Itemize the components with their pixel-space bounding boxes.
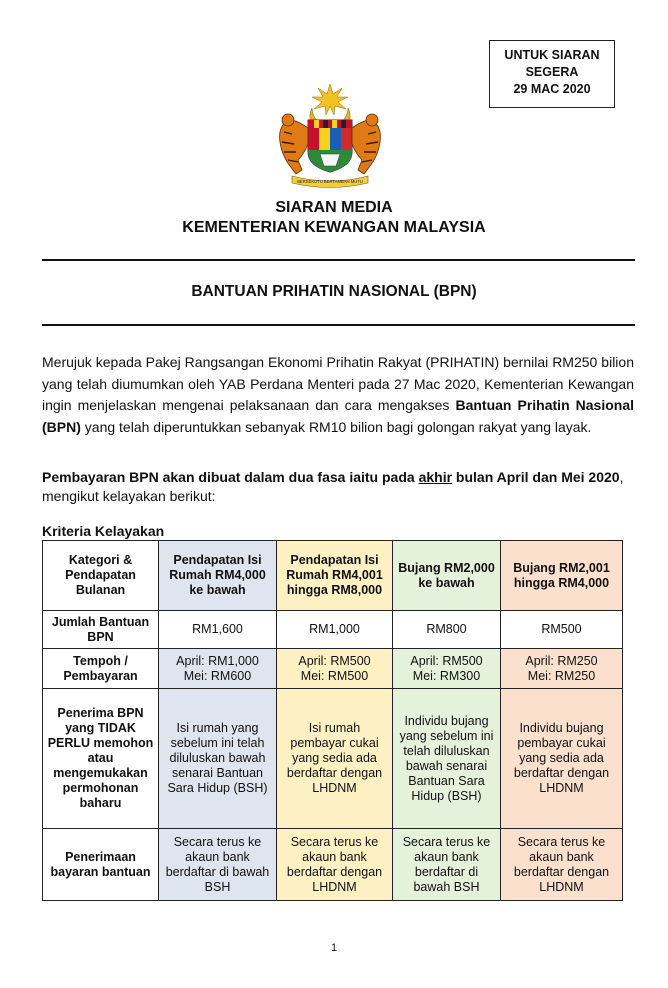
cell-line: Mei: RM300 bbox=[412, 668, 481, 683]
column-header: Pendapatan Isi Rumah RM4,001 hingga RM8,000 bbox=[277, 541, 393, 611]
table-cell bbox=[159, 649, 277, 689]
payment-paragraph bbox=[42, 468, 642, 506]
table-cell bbox=[277, 649, 393, 689]
intro-text-b: yang telah diperuntukkan sebanyak RM10 bilion bagi golongan rakyat yang layak. bbox=[80, 418, 592, 435]
cell-line: April: RM1,000 bbox=[176, 653, 259, 668]
divider-bottom bbox=[42, 324, 635, 326]
criteria-heading: Kriteria Kelayakan bbox=[42, 523, 165, 539]
row-label: Tempoh / Pembayaran bbox=[43, 649, 159, 689]
row-label: Penerimaan bayaran bantuan bbox=[43, 829, 159, 901]
intro-text-bold: Bantuan Prihatin Nasional (BPN) bbox=[42, 397, 634, 435]
table-cell bbox=[393, 649, 501, 689]
intro-paragraph bbox=[42, 352, 634, 438]
column-header: Bujang RM2,001 hingga RM4,000 bbox=[501, 541, 623, 611]
table-cell: RM500 bbox=[501, 611, 623, 649]
release-line-1: UNTUK SIARAN bbox=[504, 48, 600, 62]
cell-line: April: RM500 bbox=[410, 653, 483, 668]
page-number: 1 bbox=[330, 942, 338, 954]
cell-line: Mei: RM600 bbox=[183, 668, 252, 683]
table-corner: Kategori & Pendapatan Bulanan bbox=[43, 541, 159, 611]
table-cell: RM800 bbox=[393, 611, 501, 649]
cell-line: Mei: RM500 bbox=[300, 668, 369, 683]
subject-title: BANTUAN PRIHATIN NASIONAL (BPN) bbox=[191, 283, 477, 300]
release-line-3: 29 MAC 2020 bbox=[513, 82, 591, 96]
table-row bbox=[43, 829, 623, 901]
malaysia-coat-of-arms bbox=[268, 82, 392, 192]
payment-text-b: bulan April dan Mei 2020 bbox=[452, 469, 620, 485]
crest-motto: BERSEKUTU BERTAMBAH MUTU bbox=[297, 179, 363, 184]
row-label: Jumlah Bantuan BPN bbox=[43, 611, 159, 649]
cell-line: April: RM250 bbox=[525, 653, 598, 668]
table-cell: Isi rumah pembayar cukai yang sedia ada berdaftar dengan LHDNM bbox=[277, 689, 393, 829]
cell-line: Mei: RM250 bbox=[527, 668, 596, 683]
table-row bbox=[43, 649, 623, 689]
release-line-2: SEGERA bbox=[525, 65, 579, 79]
table-header-row bbox=[43, 541, 623, 611]
table-cell: Secara terus ke akaun bank berdaftar dengan LHDNM bbox=[501, 829, 623, 901]
table-cell bbox=[501, 649, 623, 689]
table-cell: Isi rumah yang sebelum ini telah diluluskan bawah senarai Bantuan Sara Hidup (BSH) bbox=[159, 689, 277, 829]
title-line-2: KEMENTERIAN KEWANGAN MALAYSIA bbox=[182, 219, 486, 236]
divider-top bbox=[42, 259, 635, 261]
column-header: Pendapatan Isi Rumah RM4,000 ke bawah bbox=[159, 541, 277, 611]
row-label: Penerima BPN yang TIDAK PERLU memohon atau mengemukakan permohonan baharu bbox=[43, 689, 159, 829]
column-header: Bujang RM2,000 ke bawah bbox=[393, 541, 501, 611]
table-row bbox=[43, 689, 623, 829]
table-cell: Secara terus ke akaun bank berdaftar di bawah BSH bbox=[159, 829, 277, 901]
criteria-table bbox=[42, 540, 623, 901]
payment-text-a: Pembayaran BPN akan dibuat dalam dua fasa iaitu pada bbox=[42, 469, 419, 485]
payment-text-underline: akhir bbox=[418, 469, 453, 485]
payment-text-rest: , mengikut kelayakan berikut: bbox=[42, 469, 624, 504]
cell-line: April: RM500 bbox=[298, 653, 371, 668]
table-cell: Secara terus ke akaun bank berdaftar di bawah BSH bbox=[393, 829, 501, 901]
table-cell: Individu bujang pembayar cukai yang sedia ada berdaftar dengan LHDNM bbox=[501, 689, 623, 829]
table-cell: RM1,000 bbox=[277, 611, 393, 649]
intro-text-a: Merujuk kepada Pakej Rangsangan Ekonomi Prihatin Rakyat (PRIHATIN) bernilai RM250 bilion yang telah diumumkan oleh YAB Perdana Menteri pada 27 Mac 2020, Kementerian Kewangan ingin menjelaskan mengenai pelaksanaan dan cara mengakses bbox=[42, 354, 634, 413]
table-cell: Individu bujang yang sebelum ini telah diluluskan bawah senarai Bantuan Sara Hidup (BSH) bbox=[393, 689, 501, 829]
table-row bbox=[43, 611, 623, 649]
release-box bbox=[489, 40, 615, 108]
table-cell: RM1,600 bbox=[159, 611, 277, 649]
table-cell: Secara terus ke akaun bank berdaftar dengan LHDNM bbox=[277, 829, 393, 901]
title-line-1: SIARAN MEDIA bbox=[275, 199, 393, 216]
